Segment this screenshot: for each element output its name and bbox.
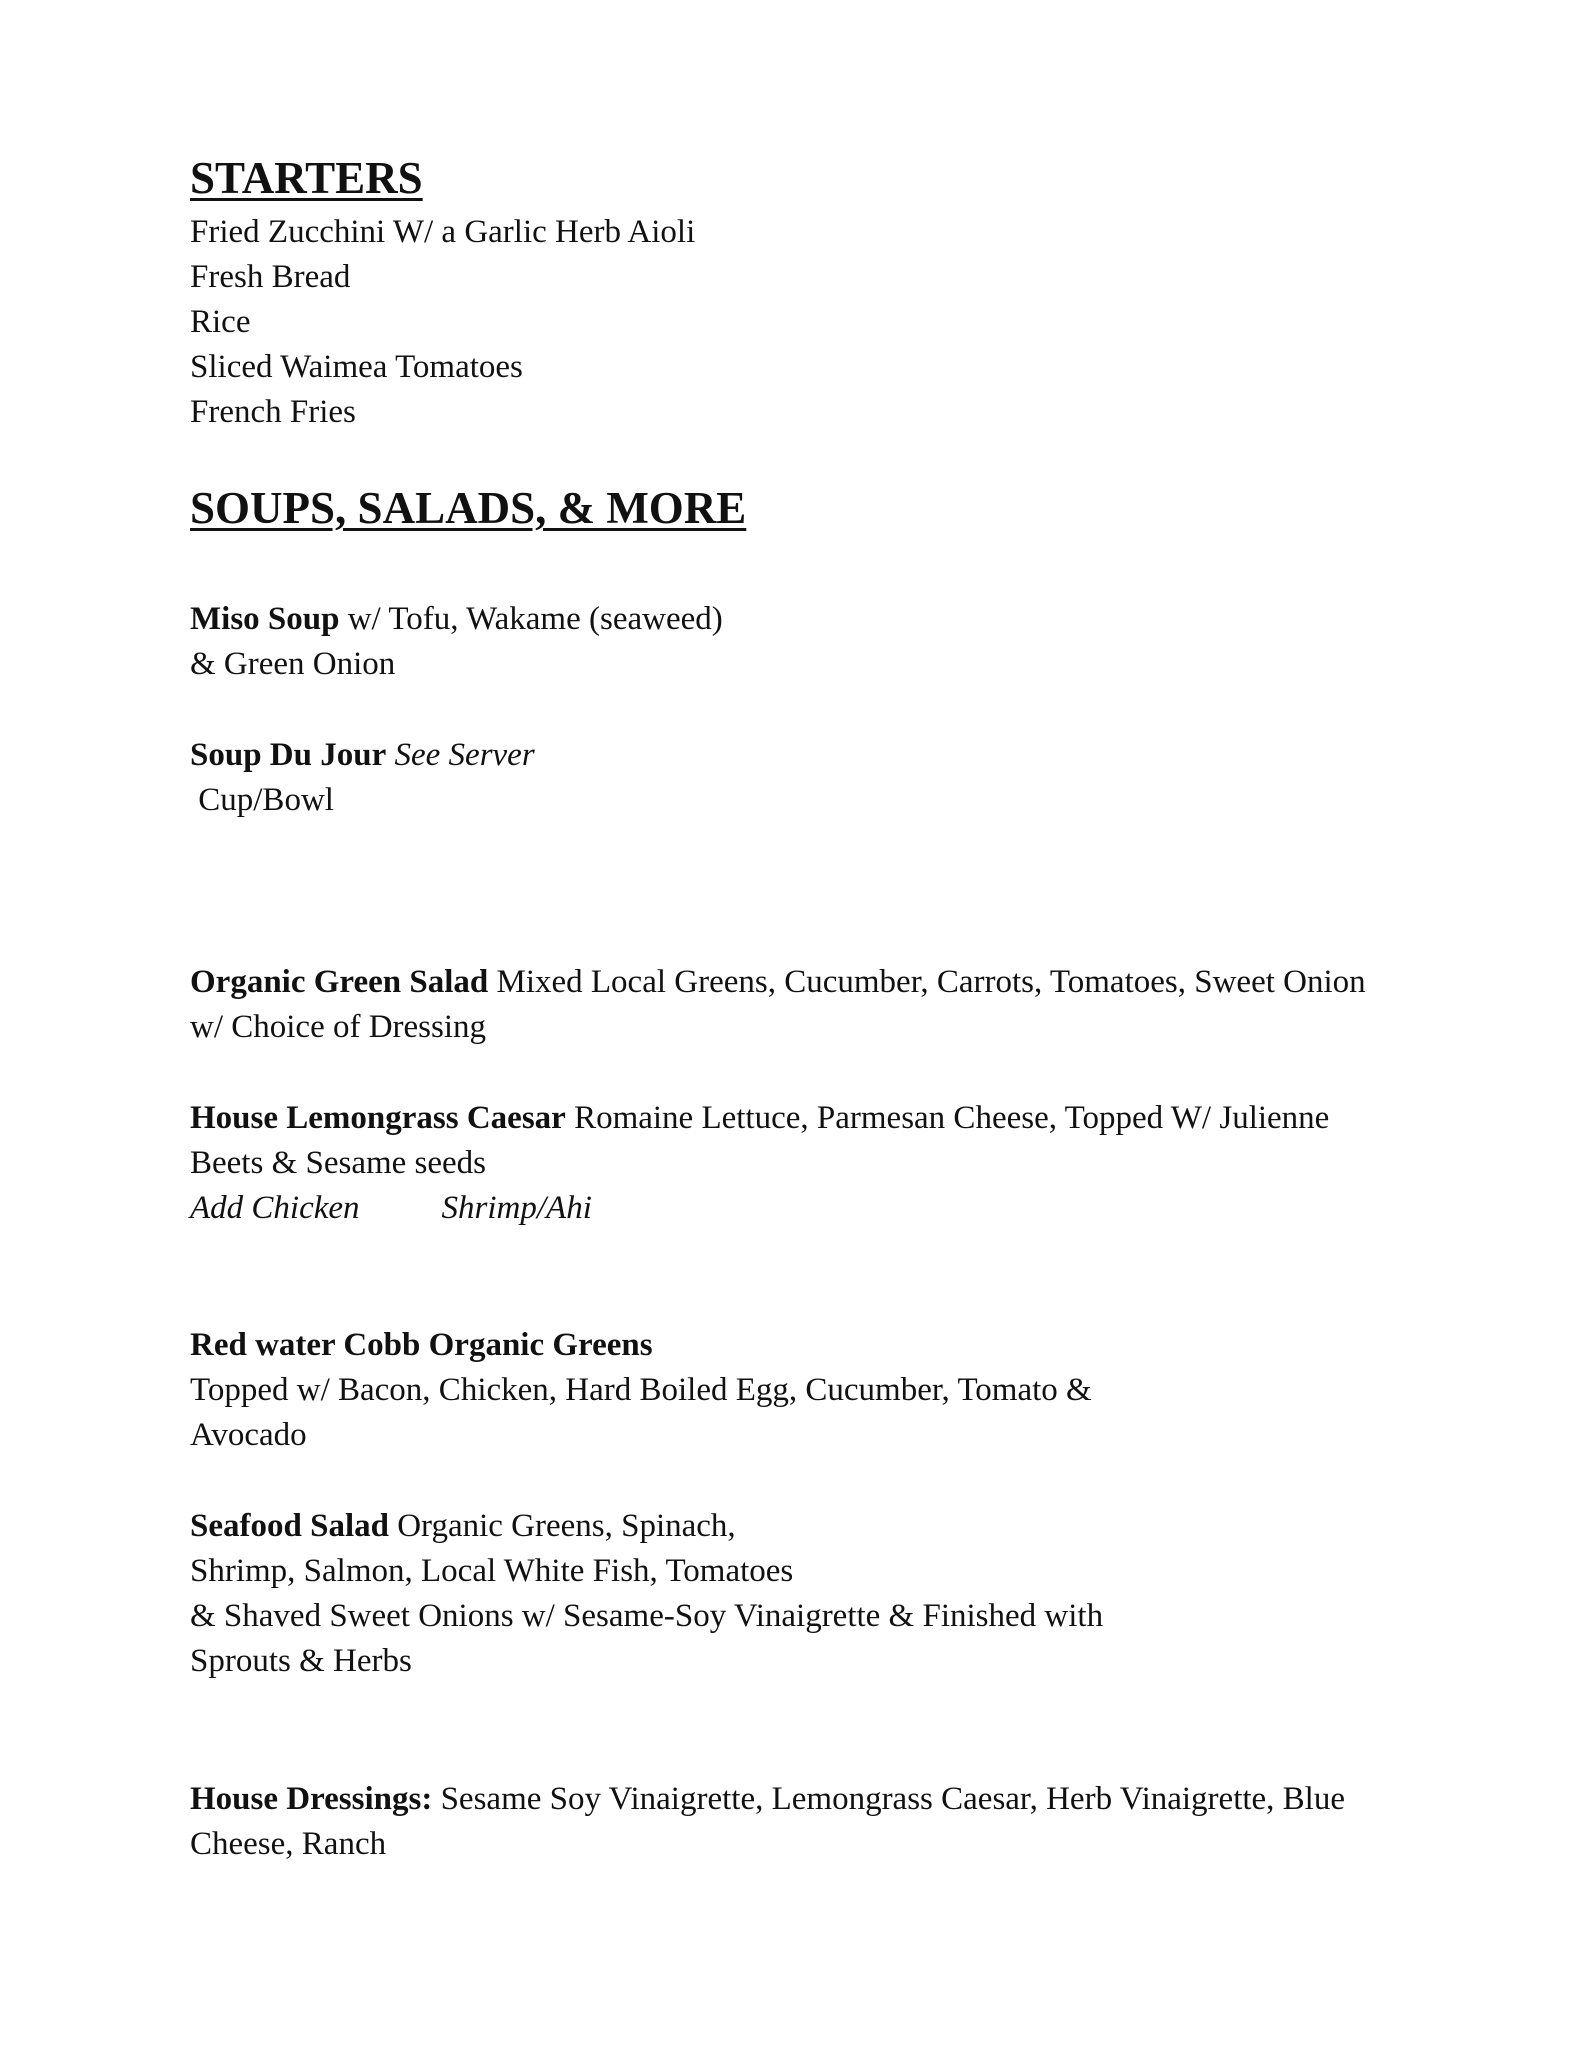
caesar-item [190, 1096, 1329, 1141]
starter-item: Fried Zucchini W/ a Garlic Herb Aioli [190, 214, 696, 250]
seafood-salad-desc-line4: Sprouts & Herbs [190, 1643, 412, 1679]
green-salad-item [190, 960, 1366, 1005]
starter-item: Fresh Bread [190, 259, 351, 295]
starter-item: Sliced Waimea Tomatoes [190, 349, 523, 385]
seafood-salad-desc: Organic Greens, Spinach, [388, 1508, 736, 1544]
dressings-list: Sesame Soy Vinaigrette, Lemongrass Caesar, Herb Vinaigrette, Blue [432, 1781, 1346, 1817]
miso-soup-desc-line2: & Green Onion [190, 646, 396, 682]
cobb-desc-line2: Avocado [190, 1417, 307, 1453]
soup-du-jour-name: Soup Du Jour [190, 737, 387, 773]
addon-chicken: Add Chicken [190, 1190, 360, 1226]
soups-salads-heading: SOUPS, SALADS, & MORE [190, 483, 747, 533]
green-salad-desc-line2: w/ Choice of Dressing [190, 1009, 487, 1045]
dressings-item [190, 1777, 1345, 1822]
seafood-salad-desc-line2: Shrimp, Salmon, Local White Fish, Tomatoes [190, 1553, 794, 1589]
seafood-salad-desc-line3: & Shaved Sweet Onions w/ Sesame-Soy Vinaigrette & Finished with [190, 1598, 1104, 1634]
soup-du-jour-note: See Server [386, 737, 535, 773]
cobb-desc-line1: Topped w/ Bacon, Chicken, Hard Boiled Egg, Cucumber, Tomato & [190, 1372, 1092, 1408]
cobb-name: Red water Cobb Organic Greens [190, 1327, 653, 1363]
soup-du-jour-item [190, 733, 535, 778]
seafood-salad-item [190, 1504, 736, 1549]
caesar-desc-line2: Beets & Sesame seeds [190, 1145, 487, 1181]
soup-du-jour-sizes: Cup/Bowl [190, 782, 334, 818]
starter-item: French Fries [190, 394, 356, 430]
green-salad-desc: Mixed Local Greens, Cucumber, Carrots, Tomatoes, Sweet Onion [488, 964, 1366, 1000]
miso-soup-desc: w/ Tofu, Wakame (seaweed) [339, 601, 723, 637]
green-salad-name: Organic Green Salad [190, 964, 489, 1000]
starters-heading: STARTERS [190, 153, 423, 203]
dressings-list-line2: Cheese, Ranch [190, 1826, 387, 1862]
seafood-salad-name: Seafood Salad [190, 1508, 389, 1544]
miso-soup-name: Miso Soup [190, 601, 340, 637]
caesar-name: House Lemongrass Caesar [190, 1100, 566, 1136]
starter-item: Rice [190, 304, 251, 340]
dressings-label: House Dressings: [190, 1781, 433, 1817]
addon-seafood: Shrimp/Ahi [441, 1190, 592, 1226]
caesar-desc: Romaine Lettuce, Parmesan Cheese, Topped W/ Julienne [565, 1100, 1330, 1136]
miso-soup-item [190, 597, 723, 642]
caesar-addons [190, 1186, 592, 1231]
